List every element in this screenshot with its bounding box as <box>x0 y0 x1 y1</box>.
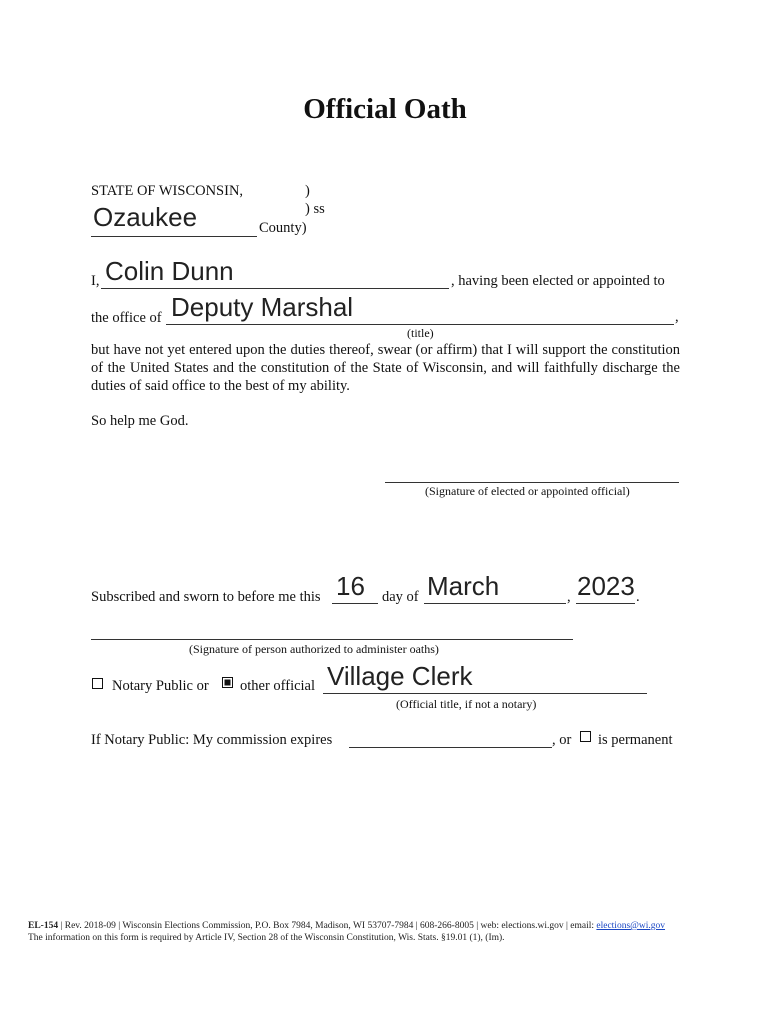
commission-prefix: If Notary Public: My commission expires <box>91 732 333 748</box>
state-label: STATE OF WISCONSIN, <box>91 183 244 199</box>
i-prefix: I, <box>91 273 100 289</box>
commission-expires-line[interactable] <box>349 747 552 748</box>
office-prefix: the office of <box>91 310 162 326</box>
notary-public-checkbox[interactable] <box>92 678 103 689</box>
venue-paren-1: ) <box>305 183 310 199</box>
other-official-checkbox[interactable] <box>222 677 233 688</box>
name-field-value[interactable]: Colin Dunn <box>105 256 234 286</box>
permanent-label: is permanent <box>598 732 673 748</box>
venue-paren-ss: ) ss <box>305 201 325 217</box>
commission-or-label: , or <box>552 732 572 748</box>
footer-line-2: The information on this form is required by Article IV, Section 28 of the Wisconsin Constitution, Wis. Stats. §19.01 (1), (Im). <box>28 933 505 943</box>
official-title-value[interactable]: Village Clerk <box>327 661 473 691</box>
other-official-label: other official <box>240 678 316 694</box>
footer-details: | Rev. 2018-09 | Wisconsin Elections Commission, P.O. Box 7984, Madison, WI 53707-7984 | 608-266-8005 | web: elections.wi.gov | email: <box>58 921 597 931</box>
month-comma: , <box>567 589 571 605</box>
name-field-line <box>101 288 449 289</box>
county-field-value[interactable]: Ozaukee <box>93 202 198 232</box>
notary-public-label: Notary Public or <box>112 678 209 694</box>
office-field-value[interactable]: Deputy Marshal <box>171 292 354 322</box>
oath-paragraph: but have not yet entered upon the duties thereof, swear (or affirm) that I will support the constitution of the United States and the constitution of the State of Wisconsin, and will faithfully discharge the duties of said office to the best of my ability. <box>91 342 680 394</box>
permanent-checkbox[interactable] <box>580 731 591 742</box>
subscribed-prefix: Subscribed and sworn to before me this <box>91 589 321 605</box>
office-field-line <box>166 324 674 325</box>
admin-signature-line[interactable] <box>91 639 573 640</box>
footer-line-1 <box>28 920 665 932</box>
title-caption: (title) <box>407 326 434 340</box>
year-field-line <box>576 603 635 604</box>
day-field-line <box>332 603 378 604</box>
form-footer <box>28 920 665 944</box>
office-comma: , <box>675 309 679 325</box>
closing-text: So help me God. <box>91 413 189 429</box>
year-field-value[interactable]: 2023 <box>577 571 635 601</box>
year-period: . <box>636 589 640 605</box>
footer-email-link[interactable]: elections@wi.gov <box>596 921 666 931</box>
official-signature-line[interactable] <box>385 482 679 483</box>
admin-signature-caption: (Signature of person authorized to administer oaths) <box>189 642 439 656</box>
appointed-text: , having been elected or appointed to <box>451 273 665 289</box>
county-label: County) <box>259 220 307 236</box>
page-title: Official Oath <box>303 93 467 125</box>
month-field-value[interactable]: March <box>427 571 500 601</box>
official-signature-caption: (Signature of elected or appointed official) <box>425 484 630 498</box>
month-field-line <box>424 603 566 604</box>
form-id: EL-154 <box>28 921 59 931</box>
official-title-line <box>323 693 647 694</box>
day-field-value[interactable]: 16 <box>336 571 365 601</box>
county-field-line <box>91 236 257 237</box>
official-title-caption: (Official title, if not a notary) <box>396 697 537 711</box>
day-of-label: day of <box>382 589 419 605</box>
